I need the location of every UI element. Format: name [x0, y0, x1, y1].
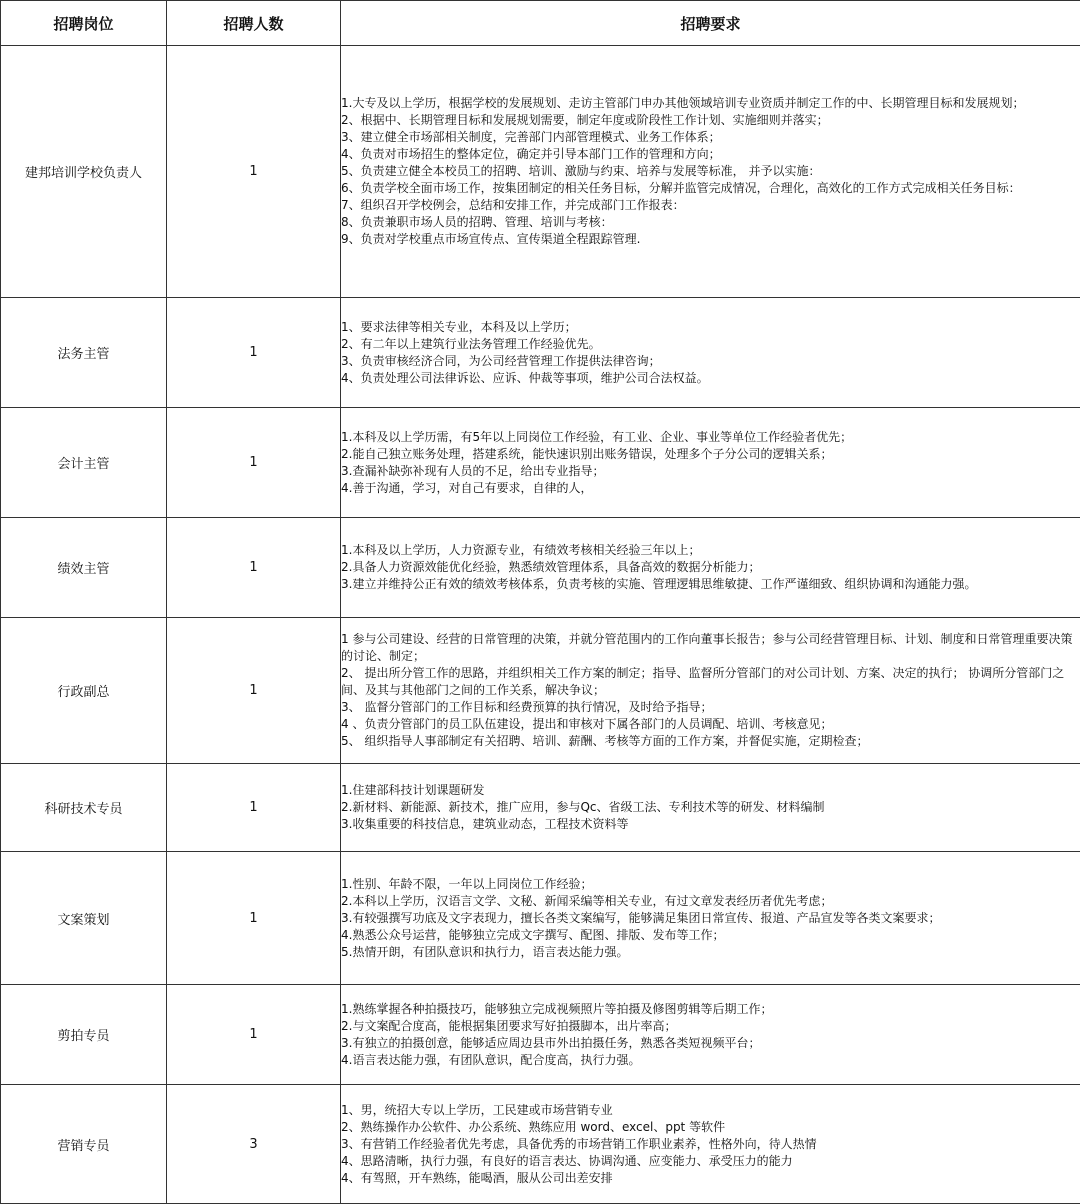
position-cell: 科研技术专员	[1, 764, 167, 852]
requirements-cell	[341, 298, 1080, 408]
requirement-line: 5、负责建立健全本校员工的招聘、培训、激励与约束、培养与发展等标准， 并予以实施：	[341, 163, 1080, 180]
requirement-line: 1.本科及以上学历，人力资源专业，有绩效考核相关经验三年以上；	[341, 542, 1080, 559]
position-cell: 营销专员	[1, 1085, 167, 1204]
requirement-line: 2、 提出所分管工作的思路，并组织相关工作方案的制定；指导、监督所分管部门的对公司计划、方案、决定的执行； 协调所分管部门之间、及其与其他部门之间的工作关系，解决争议；	[341, 665, 1080, 699]
requirement-line: 2.具备人力资源效能优化经验，熟悉绩效管理体系，具备高效的数据分析能力；	[341, 559, 1080, 576]
requirement-line: 4、负责对市场招生的整体定位，确定并引导本部门工作的管理和方向；	[341, 146, 1080, 163]
requirements-cell	[341, 852, 1080, 985]
table-row	[1, 1085, 1080, 1204]
table-row	[1, 408, 1080, 518]
requirement-line: 5、 组织指导人事部制定有关招聘、培训、薪酬、考核等方面的工作方案，并督促实施，定期检查；	[341, 733, 1080, 750]
requirement-line: 1 参与公司建设、经营的日常管理的决策，并就分管范围内的工作向董事长报告；参与公司经营管理目标、计划、制度和日常管理重要决策的讨论、制定；	[341, 631, 1080, 665]
position-cell: 行政副总	[1, 618, 167, 764]
header-count: 招聘人数	[167, 1, 341, 46]
requirement-line: 3.查漏补缺弥补现有人员的不足，给出专业指导；	[341, 463, 1080, 480]
count-cell: 1	[167, 618, 341, 764]
count-cell: 1	[167, 518, 341, 618]
position-cell: 会计主管	[1, 408, 167, 518]
position-cell: 剪拍专员	[1, 985, 167, 1085]
requirement-line: 2.本科以上学历，汉语言文学、文秘、新闻采编等相关专业，有过文章发表经历者优先考虑；	[341, 893, 1080, 910]
requirement-line: 7、组织召开学校例会，总结和安排工作，并完成部门工作报表：	[341, 197, 1080, 214]
table-row	[1, 298, 1080, 408]
requirement-line: 3.有独立的拍摄创意，能够适应周边县市外出拍摄任务，熟悉各类短视频平台；	[341, 1035, 1080, 1052]
requirement-line: 1.性别、年龄不限，一年以上同岗位工作经验；	[341, 876, 1080, 893]
table-row	[1, 618, 1080, 764]
requirement-line: 3.收集重要的科技信息，建筑业动态，工程技术资料等	[341, 816, 1080, 833]
requirement-line: 4、思路清晰，执行力强，有良好的语言表达、协调沟通、应变能力、承受压力的能力	[341, 1153, 1080, 1170]
requirements-cell	[341, 46, 1080, 298]
requirement-line: 4、有驾照，开车熟练，能喝酒，服从公司出差安排	[341, 1170, 1080, 1187]
requirement-line: 9、负责对学校重点市场宣传点、宣传渠道全程跟踪管理.	[341, 231, 1080, 248]
position-cell: 文案策划	[1, 852, 167, 985]
requirement-line: 1.大专及以上学历，根据学校的发展规划、走访主管部门申办其他领域培训专业资质并制定工作的中、长期管理目标和发展规划；	[341, 95, 1080, 112]
position-cell: 法务主管	[1, 298, 167, 408]
count-cell: 1	[167, 298, 341, 408]
requirement-line: 1、男，统招大专以上学历，工民建或市场营销专业	[341, 1102, 1080, 1119]
requirement-line: 2.新材料、新能源、新技术，推广应用，参与Qc、省级工法、专利技术等的研发、材料编制	[341, 799, 1080, 816]
requirements-cell	[341, 408, 1080, 518]
count-cell: 1	[167, 852, 341, 985]
count-cell: 1	[167, 46, 341, 298]
requirement-line: 8、负责兼职市场人员的招聘、管理、培训与考核：	[341, 214, 1080, 231]
requirement-line: 6、负责学校全面市场工作，按集团制定的相关任务目标，分解并监管完成情况，合理化，高效化的工作方式完成相关任务目标：	[341, 180, 1080, 197]
requirements-cell	[341, 764, 1080, 852]
requirement-line: 1.住建部科技计划课题研发	[341, 782, 1080, 799]
requirement-line: 2.与文案配合度高，能根据集团要求写好拍摄脚本，出片率高；	[341, 1018, 1080, 1035]
requirement-line: 2、有二年以上建筑行业法务管理工作经验优先。	[341, 336, 1080, 353]
count-cell: 1	[167, 985, 341, 1085]
requirement-line: 4.熟悉公众号运营，能够独立完成文字撰写、配图、排版、发布等工作；	[341, 927, 1080, 944]
position-cell: 建邦培训学校负责人	[1, 46, 167, 298]
requirements-cell	[341, 518, 1080, 618]
requirement-line: 3、建立健全市场部相关制度，完善部门内部管理模式、业务工作体系；	[341, 129, 1080, 146]
requirement-line: 3.有较强撰写功底及文字表现力，擅长各类文案编写，能够满足集团日常宣传、报道、产品宣发等各类文案要求；	[341, 910, 1080, 927]
requirements-cell	[341, 985, 1080, 1085]
table-row	[1, 46, 1080, 298]
requirement-line: 1、要求法律等相关专业，本科及以上学历；	[341, 319, 1080, 336]
requirements-cell	[341, 618, 1080, 764]
requirement-line: 4 、负责分管部门的员工队伍建设，提出和审核对下属各部门的人员调配、培训、考核意见；	[341, 716, 1080, 733]
table-row	[1, 852, 1080, 985]
requirement-line: 4.语言表达能力强，有团队意识，配合度高，执行力强。	[341, 1052, 1080, 1069]
requirement-line: 3.建立并维持公正有效的绩效考核体系，负责考核的实施、管理逻辑思维敏捷、工作严谨细致、组织协调和沟通能力强。	[341, 576, 1080, 593]
table-row	[1, 518, 1080, 618]
table-row	[1, 985, 1080, 1085]
requirement-line: 3、 监督分管部门的工作目标和经费预算的执行情况，及时给予指导；	[341, 699, 1080, 716]
requirement-line: 4.善于沟通，学习，对自己有要求，自律的人，	[341, 480, 1080, 497]
requirements-cell	[341, 1085, 1080, 1204]
requirement-line: 1.本科及以上学历需，有5年以上同岗位工作经验，有工业、企业、事业等单位工作经验者优先；	[341, 429, 1080, 446]
header-row	[1, 1, 1080, 46]
count-cell: 1	[167, 408, 341, 518]
table-row	[1, 764, 1080, 852]
requirement-line: 4、负责处理公司法律诉讼、应诉、仲裁等事项，维护公司合法权益。	[341, 370, 1080, 387]
requirement-line: 1.熟练掌握各种拍摄技巧，能够独立完成视频照片等拍摄及修图剪辑等后期工作；	[341, 1001, 1080, 1018]
requirement-line: 2、根据中、长期管理目标和发展规划需要，制定年度或阶段性工作计划、实施细则并落实；	[341, 112, 1080, 129]
requirement-line: 2.能自己独立账务处理，搭建系统，能快速识别出账务错误，处理多个子分公司的逻辑关系；	[341, 446, 1080, 463]
requirement-line: 5.热情开朗，有团队意识和执行力，语言表达能力强。	[341, 944, 1080, 961]
count-cell: 1	[167, 764, 341, 852]
requirement-line: 3、负责审核经济合同，为公司经营管理工作提供法律咨询；	[341, 353, 1080, 370]
count-cell: 3	[167, 1085, 341, 1204]
header-position: 招聘岗位	[1, 1, 167, 46]
requirement-line: 3、有营销工作经验者优先考虑，具备优秀的市场营销工作职业素养，性格外向，待人热情	[341, 1136, 1080, 1153]
table-body	[1, 46, 1080, 1204]
header-requirements: 招聘要求	[341, 1, 1080, 46]
position-cell: 绩效主管	[1, 518, 167, 618]
requirement-line: 2、熟练操作办公软件、办公系统、熟练应用 word、excel、ppt 等软件	[341, 1119, 1080, 1136]
